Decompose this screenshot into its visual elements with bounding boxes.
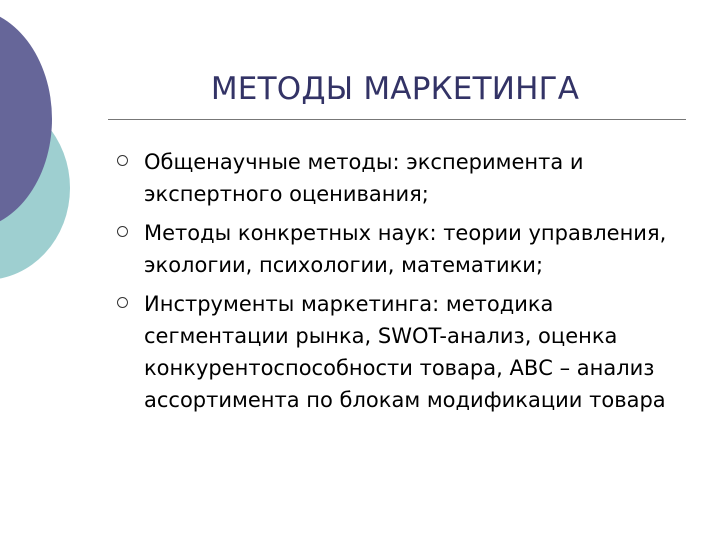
- bullet-text: Инструменты маркетинга: методика сегментации рынка, SWOT-анализ, оценка конкурентоспособности товара, АВС – анализ ассортимента по блокам модификации товара: [144, 292, 666, 412]
- hollow-circle-bullet-icon: [117, 226, 128, 237]
- hollow-circle-bullet-icon: [117, 155, 128, 166]
- title-divider: [108, 119, 686, 120]
- bullet-text: Общенаучные методы: эксперимента и экспертного оценивания;: [144, 150, 584, 206]
- slide-title: МЕТОДЫ МАРКЕТИНГА: [210, 71, 580, 107]
- bullet-list: [115, 146, 695, 423]
- bullet-item: [115, 217, 695, 281]
- bullet-item: [115, 288, 695, 416]
- hollow-circle-bullet-icon: [117, 297, 128, 308]
- bullet-item: [115, 146, 695, 210]
- bullet-text: Методы конкретных наук: теории управления, экологии, психологии, математики;: [144, 221, 667, 277]
